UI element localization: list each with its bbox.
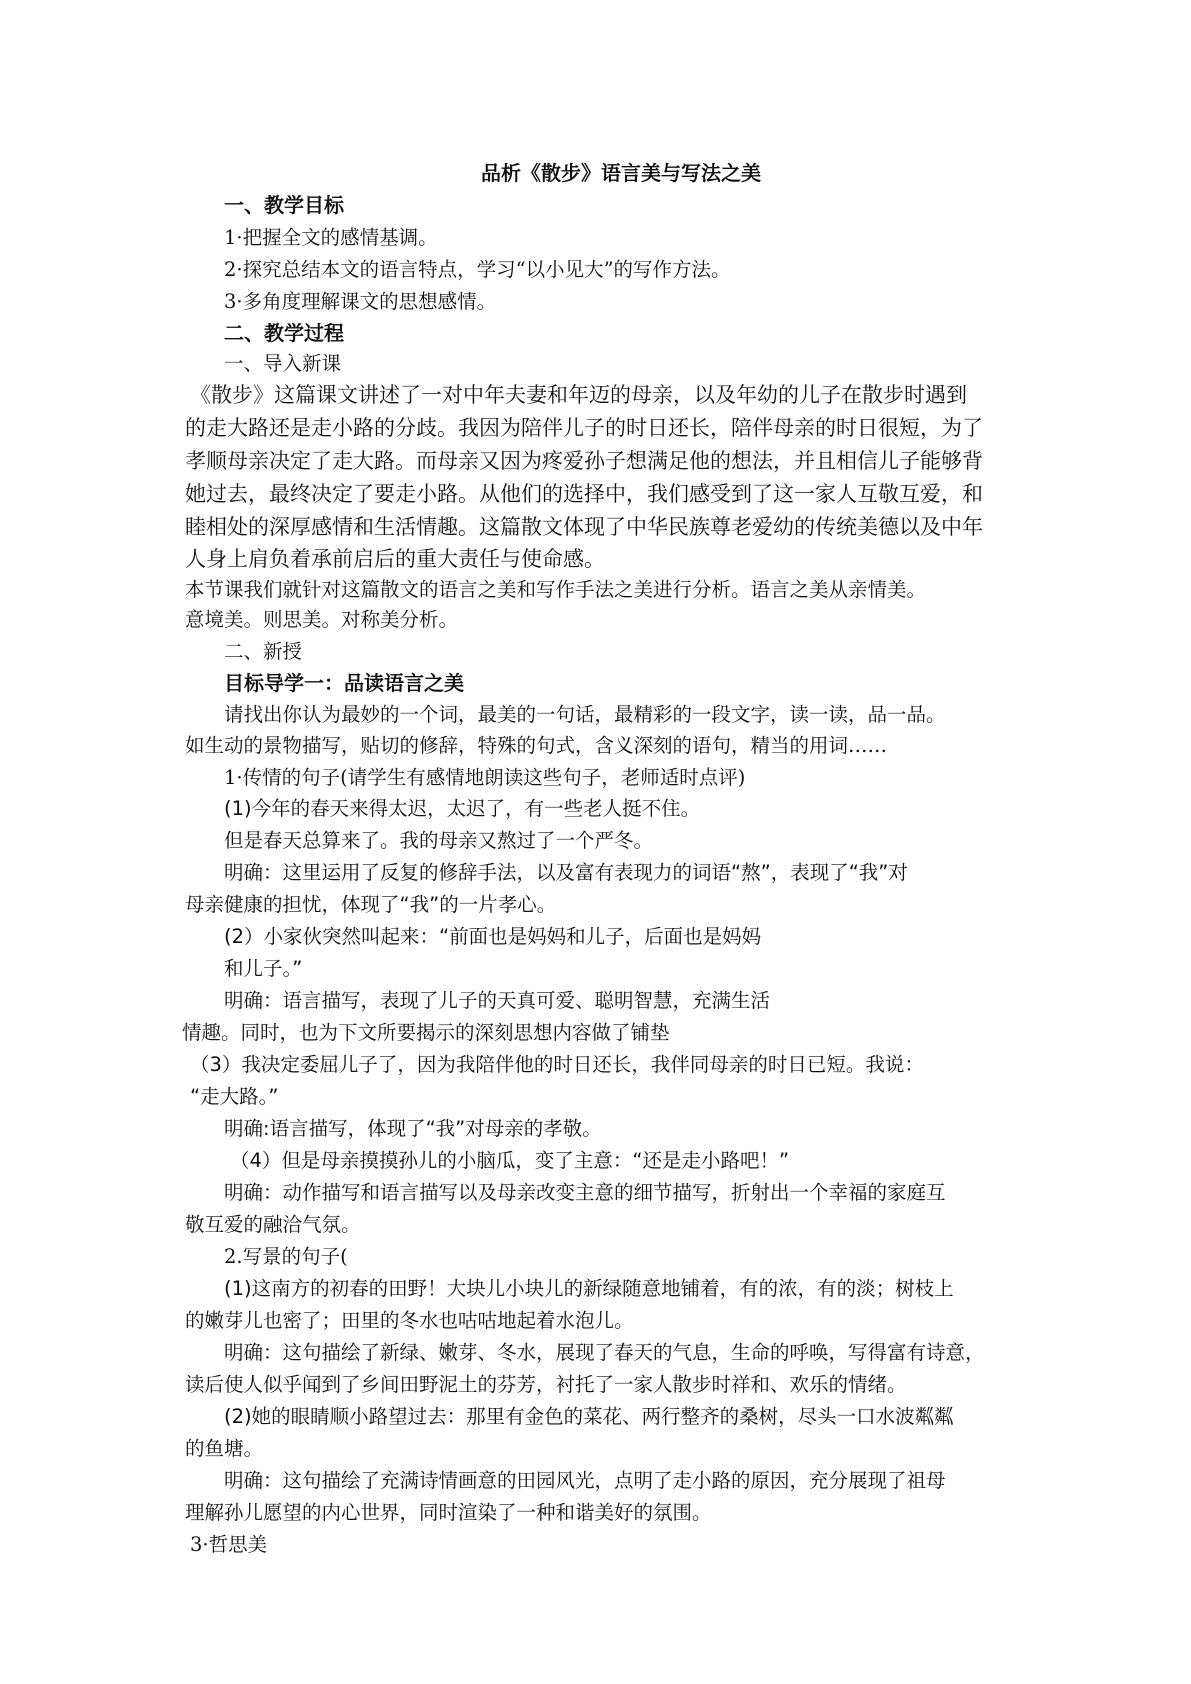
intro-paragraph-line: 的走大路还是走小路的分歧。我因为陪伴儿子的时日还长，陪伴母亲的时日很短，为了 <box>185 416 983 440</box>
analysis-note-line: 读后使人似乎闻到了乡间田野泥土的芬芳，衬托了一家人散步时祥和、欢乐的情绪。 <box>185 1373 907 1396</box>
document-title: 品析《散步》语言美与写法之美 <box>481 161 761 185</box>
analysis-note-line: 母亲健康的担忧，体现了“我”的一片孝心。 <box>185 893 557 916</box>
example-sentence-line: (1)这南方的初春的田野！大块儿小块儿的新绿随意地铺着，有的浓，有的淡；树枝上 <box>224 1277 954 1300</box>
analysis-note-line: 情趣。同时，也为下文所要揭示的深刻思想内容做了铺垫 <box>182 1021 670 1044</box>
goal-item: 3·多角度理解课文的思想感情。 <box>224 290 497 313</box>
analysis-note-line: 明确：动作描写和语言描写以及母亲改变主意的细节描写，折射出一个幸福的家庭互 <box>224 1181 946 1204</box>
overview-paragraph-line: 意境美。则思美。对称美分析。 <box>185 608 459 631</box>
goal-guide-heading: 目标导学一：品读语言之美 <box>224 671 464 695</box>
section-heading-goals: 一、教学目标 <box>224 193 344 217</box>
intro-paragraph-line: 人身上肩负着承前启后的重大责任与使命感。 <box>185 547 605 571</box>
example-sentence-line: “走大路。” <box>190 1085 279 1108</box>
goal-item: 2·探究总结本文的语言特点，学习“以小见大”的写作方法。 <box>224 258 731 281</box>
subsection-heading-new-lesson: 二、新授 <box>224 640 303 663</box>
example-sentence-line: 的鱼塘。 <box>185 1437 264 1460</box>
task-paragraph-line: 请找出你认为最妙的一个词，最美的一句话，最精彩的一段文字，读一读，品一品。 <box>224 703 946 726</box>
task-paragraph-line: 如生动的景物描写，贴切的修辞，特殊的句式，含义深刻的语句，精当的用词…… <box>185 734 888 757</box>
overview-paragraph-line: 本节课我们就针对这篇散文的语言之美和写作手法之美进行分析。语言之美从亲情美。 <box>185 578 927 601</box>
intro-paragraph-line: 她过去，最终决定了要走小路。从他们的选择中，我们感受到了这一家人互敬互爱，和 <box>185 482 983 506</box>
analysis-note-line: 理解孙儿愿望的内心世界，同时渲染了一种和谐美好的氛围。 <box>185 1501 712 1524</box>
section-heading-process: 二、教学过程 <box>224 321 344 345</box>
example-sentence-line: (2）小家伙突然叫起来：“前面也是妈妈和儿子，后面也是妈妈 <box>224 925 762 948</box>
analysis-note-line: 明确：这里运用了反复的修辞手法，以及富有表现力的词语“熬”，表现了“我”对 <box>224 861 908 884</box>
example-sentence-line: 和儿子。” <box>224 957 303 980</box>
example-sentence-line: 但是春天总算来了。我的母亲又熬过了一个严冬。 <box>224 829 654 852</box>
analysis-note-line: 明确:语言描写，体现了“我”对母亲的孝敬。 <box>224 1117 602 1140</box>
item-heading-philosophical: 3·哲思美 <box>190 1533 268 1556</box>
item-heading-scenery-sentences: 2.写景的句子( <box>224 1245 348 1268</box>
intro-paragraph-line: 睦相处的深厚感情和生活情趣。这篇散文体现了中华民族尊老爱幼的传统美德以及中年 <box>185 515 983 539</box>
example-sentence-line: （3）我决定委屈儿子了，因为我陪伴他的时日还长，我伴同母亲的时日已短。我说： <box>190 1053 924 1076</box>
intro-paragraph-line: 《散步》这篇课文讲述了一对中年夫妻和年迈的母亲，以及年幼的儿子在散步时遇到 <box>190 383 967 407</box>
analysis-note-line: 明确：语言描写，表现了儿子的天真可爱、聪明智慧，充满生活 <box>224 989 771 1012</box>
example-sentence-line: （4）但是母亲摸摸孙儿的小脑瓜，变了主意：“还是走小路吧！” <box>230 1149 790 1172</box>
example-sentence-line: 的嫩芽儿也密了；田里的冬水也咕咕地起着水泡儿。 <box>185 1309 634 1332</box>
intro-paragraph-line: 孝顺母亲决定了走大路。而母亲又因为疼爱孙子想满足他的想法，并且相信儿子能够背 <box>185 449 983 473</box>
analysis-note-line: 明确：这句描绘了充满诗情画意的田园风光，点明了走小路的原因，充分展现了祖母 <box>224 1469 946 1492</box>
subsection-heading-intro: 一、导入新课 <box>224 352 342 375</box>
example-sentence-line: (1)今年的春天来得太迟，太迟了，有一些老人挺不住。 <box>224 797 701 820</box>
goal-item: 1·把握全文的感情基调。 <box>224 226 438 249</box>
analysis-note-line: 敬互爱的融洽气氛。 <box>185 1213 361 1236</box>
item-heading-emotional-sentences: 1·传情的句子(请学生有感情地朗读这些句子，老师适时点评) <box>224 766 746 789</box>
example-sentence-line: (2)她的眼睛顺小路望过去：那里有金色的菜花、两行整齐的桑树，尽头一口水波粼粼 <box>224 1405 954 1428</box>
analysis-note-line: 明确：这句描绘了新绿、嫩芽、冬水，展现了春天的气息，生命的呼唤，写得富有诗意， <box>224 1341 985 1364</box>
